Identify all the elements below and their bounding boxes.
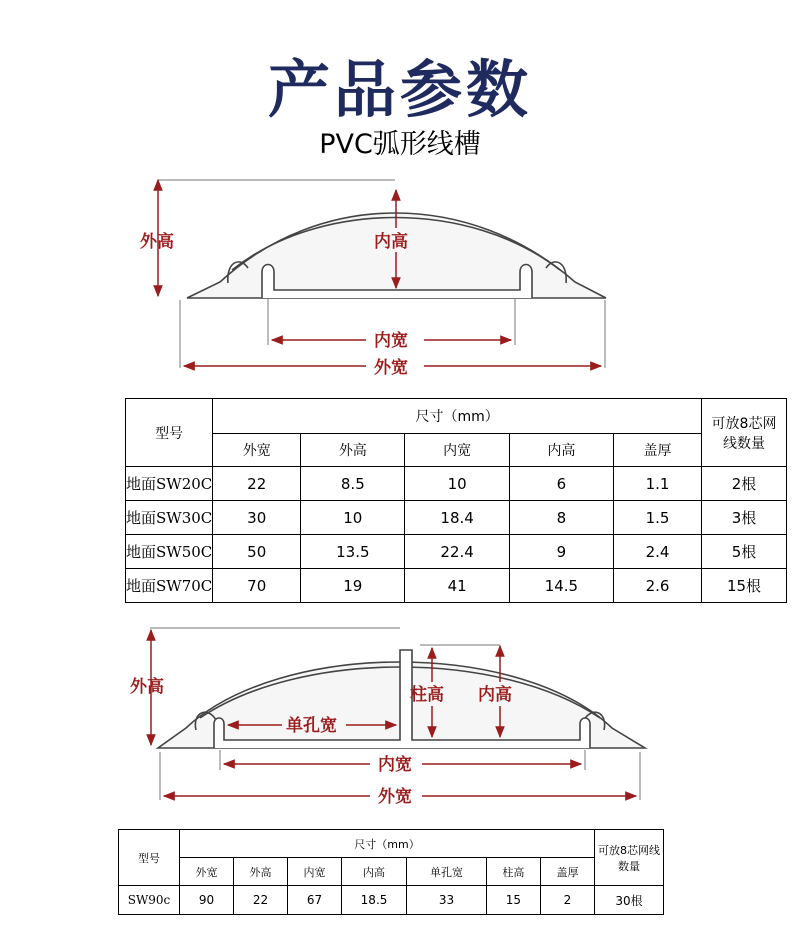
value-cell: 22 xyxy=(213,467,301,501)
value-cell: 15 xyxy=(486,886,540,915)
value-cell: 6 xyxy=(509,467,613,501)
outer-height-label: 外高 xyxy=(140,232,174,252)
value-cell: 67 xyxy=(288,886,342,915)
spec-table-sw90c xyxy=(118,829,664,915)
value-cell: 2.6 xyxy=(614,569,702,603)
pillar-height-label: 柱高 xyxy=(410,685,444,705)
outer-width-label: 外宽 xyxy=(378,787,412,807)
capacity-cell: 3根 xyxy=(702,501,787,535)
column-header: 柱高 xyxy=(486,858,540,886)
spec-table-floor-series xyxy=(125,398,787,603)
inner-height-label: 内高 xyxy=(478,685,512,705)
value-cell: 90 xyxy=(180,886,234,915)
value-cell: 50 xyxy=(213,535,301,569)
value-cell: 14.5 xyxy=(509,569,613,603)
value-cell: 8.5 xyxy=(301,467,405,501)
outer-width-label: 外宽 xyxy=(374,358,408,378)
capacity-header: 可放8芯网线数量 xyxy=(595,830,664,886)
column-header: 内高 xyxy=(342,858,407,886)
value-cell: 22.4 xyxy=(405,535,509,569)
value-cell: 33 xyxy=(407,886,487,915)
model-header: 型号 xyxy=(119,830,180,886)
value-cell: 30 xyxy=(213,501,301,535)
value-cell: 1.1 xyxy=(614,467,702,501)
value-cell: 19 xyxy=(301,569,405,603)
diagram-sw-c-cross-section xyxy=(0,160,800,390)
column-header: 内宽 xyxy=(288,858,342,886)
model-cell: 地面SW50C xyxy=(126,535,213,569)
table-row xyxy=(119,886,664,915)
size-header: 尺寸（mm） xyxy=(213,399,702,434)
table-row xyxy=(126,501,787,535)
value-cell: 41 xyxy=(405,569,509,603)
single-hole-width-label: 单孔宽 xyxy=(286,716,337,736)
value-cell: 2 xyxy=(540,886,594,915)
model-cell: SW90c xyxy=(119,886,180,915)
value-cell: 1.5 xyxy=(614,501,702,535)
diagram-sw90c-cross-section xyxy=(0,615,800,815)
model-cell: 地面SW20C xyxy=(126,467,213,501)
column-header: 单孔宽 xyxy=(407,858,487,886)
table-row xyxy=(126,535,787,569)
column-header: 外宽 xyxy=(213,434,301,467)
column-header: 盖厚 xyxy=(614,434,702,467)
column-header: 外高 xyxy=(301,434,405,467)
product-subtitle: PVC弧形线槽 xyxy=(319,129,481,160)
inner-width-label: 内宽 xyxy=(374,331,408,351)
model-cell: 地面SW30C xyxy=(126,501,213,535)
trunking-profile xyxy=(158,650,645,748)
capacity-cell: 2根 xyxy=(702,467,787,501)
value-cell: 9 xyxy=(509,535,613,569)
size-header: 尺寸（mm） xyxy=(180,830,595,858)
inner-height-label: 内高 xyxy=(374,232,408,252)
table-row xyxy=(126,569,787,603)
column-header: 外高 xyxy=(234,858,288,886)
value-cell: 2.4 xyxy=(614,535,702,569)
value-cell: 13.5 xyxy=(301,535,405,569)
value-cell: 18.4 xyxy=(405,501,509,535)
column-header: 内宽 xyxy=(405,434,509,467)
outer-height-label: 外高 xyxy=(130,677,164,697)
inner-width-label: 内宽 xyxy=(378,755,412,775)
page-title: 产品参数 xyxy=(267,53,532,126)
value-cell: 70 xyxy=(213,569,301,603)
column-headers xyxy=(126,434,787,467)
value-cell: 10 xyxy=(301,501,405,535)
column-header: 内高 xyxy=(509,434,613,467)
model-cell: 地面SW70C xyxy=(126,569,213,603)
capacity-header: 可放8芯网线数量 xyxy=(702,399,787,467)
capacity-cell: 5根 xyxy=(702,535,787,569)
value-cell: 10 xyxy=(405,467,509,501)
value-cell: 8 xyxy=(509,501,613,535)
model-header: 型号 xyxy=(126,399,213,467)
column-headers xyxy=(119,858,664,886)
table-row xyxy=(126,467,787,501)
column-header: 外宽 xyxy=(180,858,234,886)
value-cell: 18.5 xyxy=(342,886,407,915)
value-cell: 22 xyxy=(234,886,288,915)
column-header: 盖厚 xyxy=(540,858,594,886)
capacity-cell: 30根 xyxy=(595,886,664,915)
capacity-cell: 15根 xyxy=(702,569,787,603)
